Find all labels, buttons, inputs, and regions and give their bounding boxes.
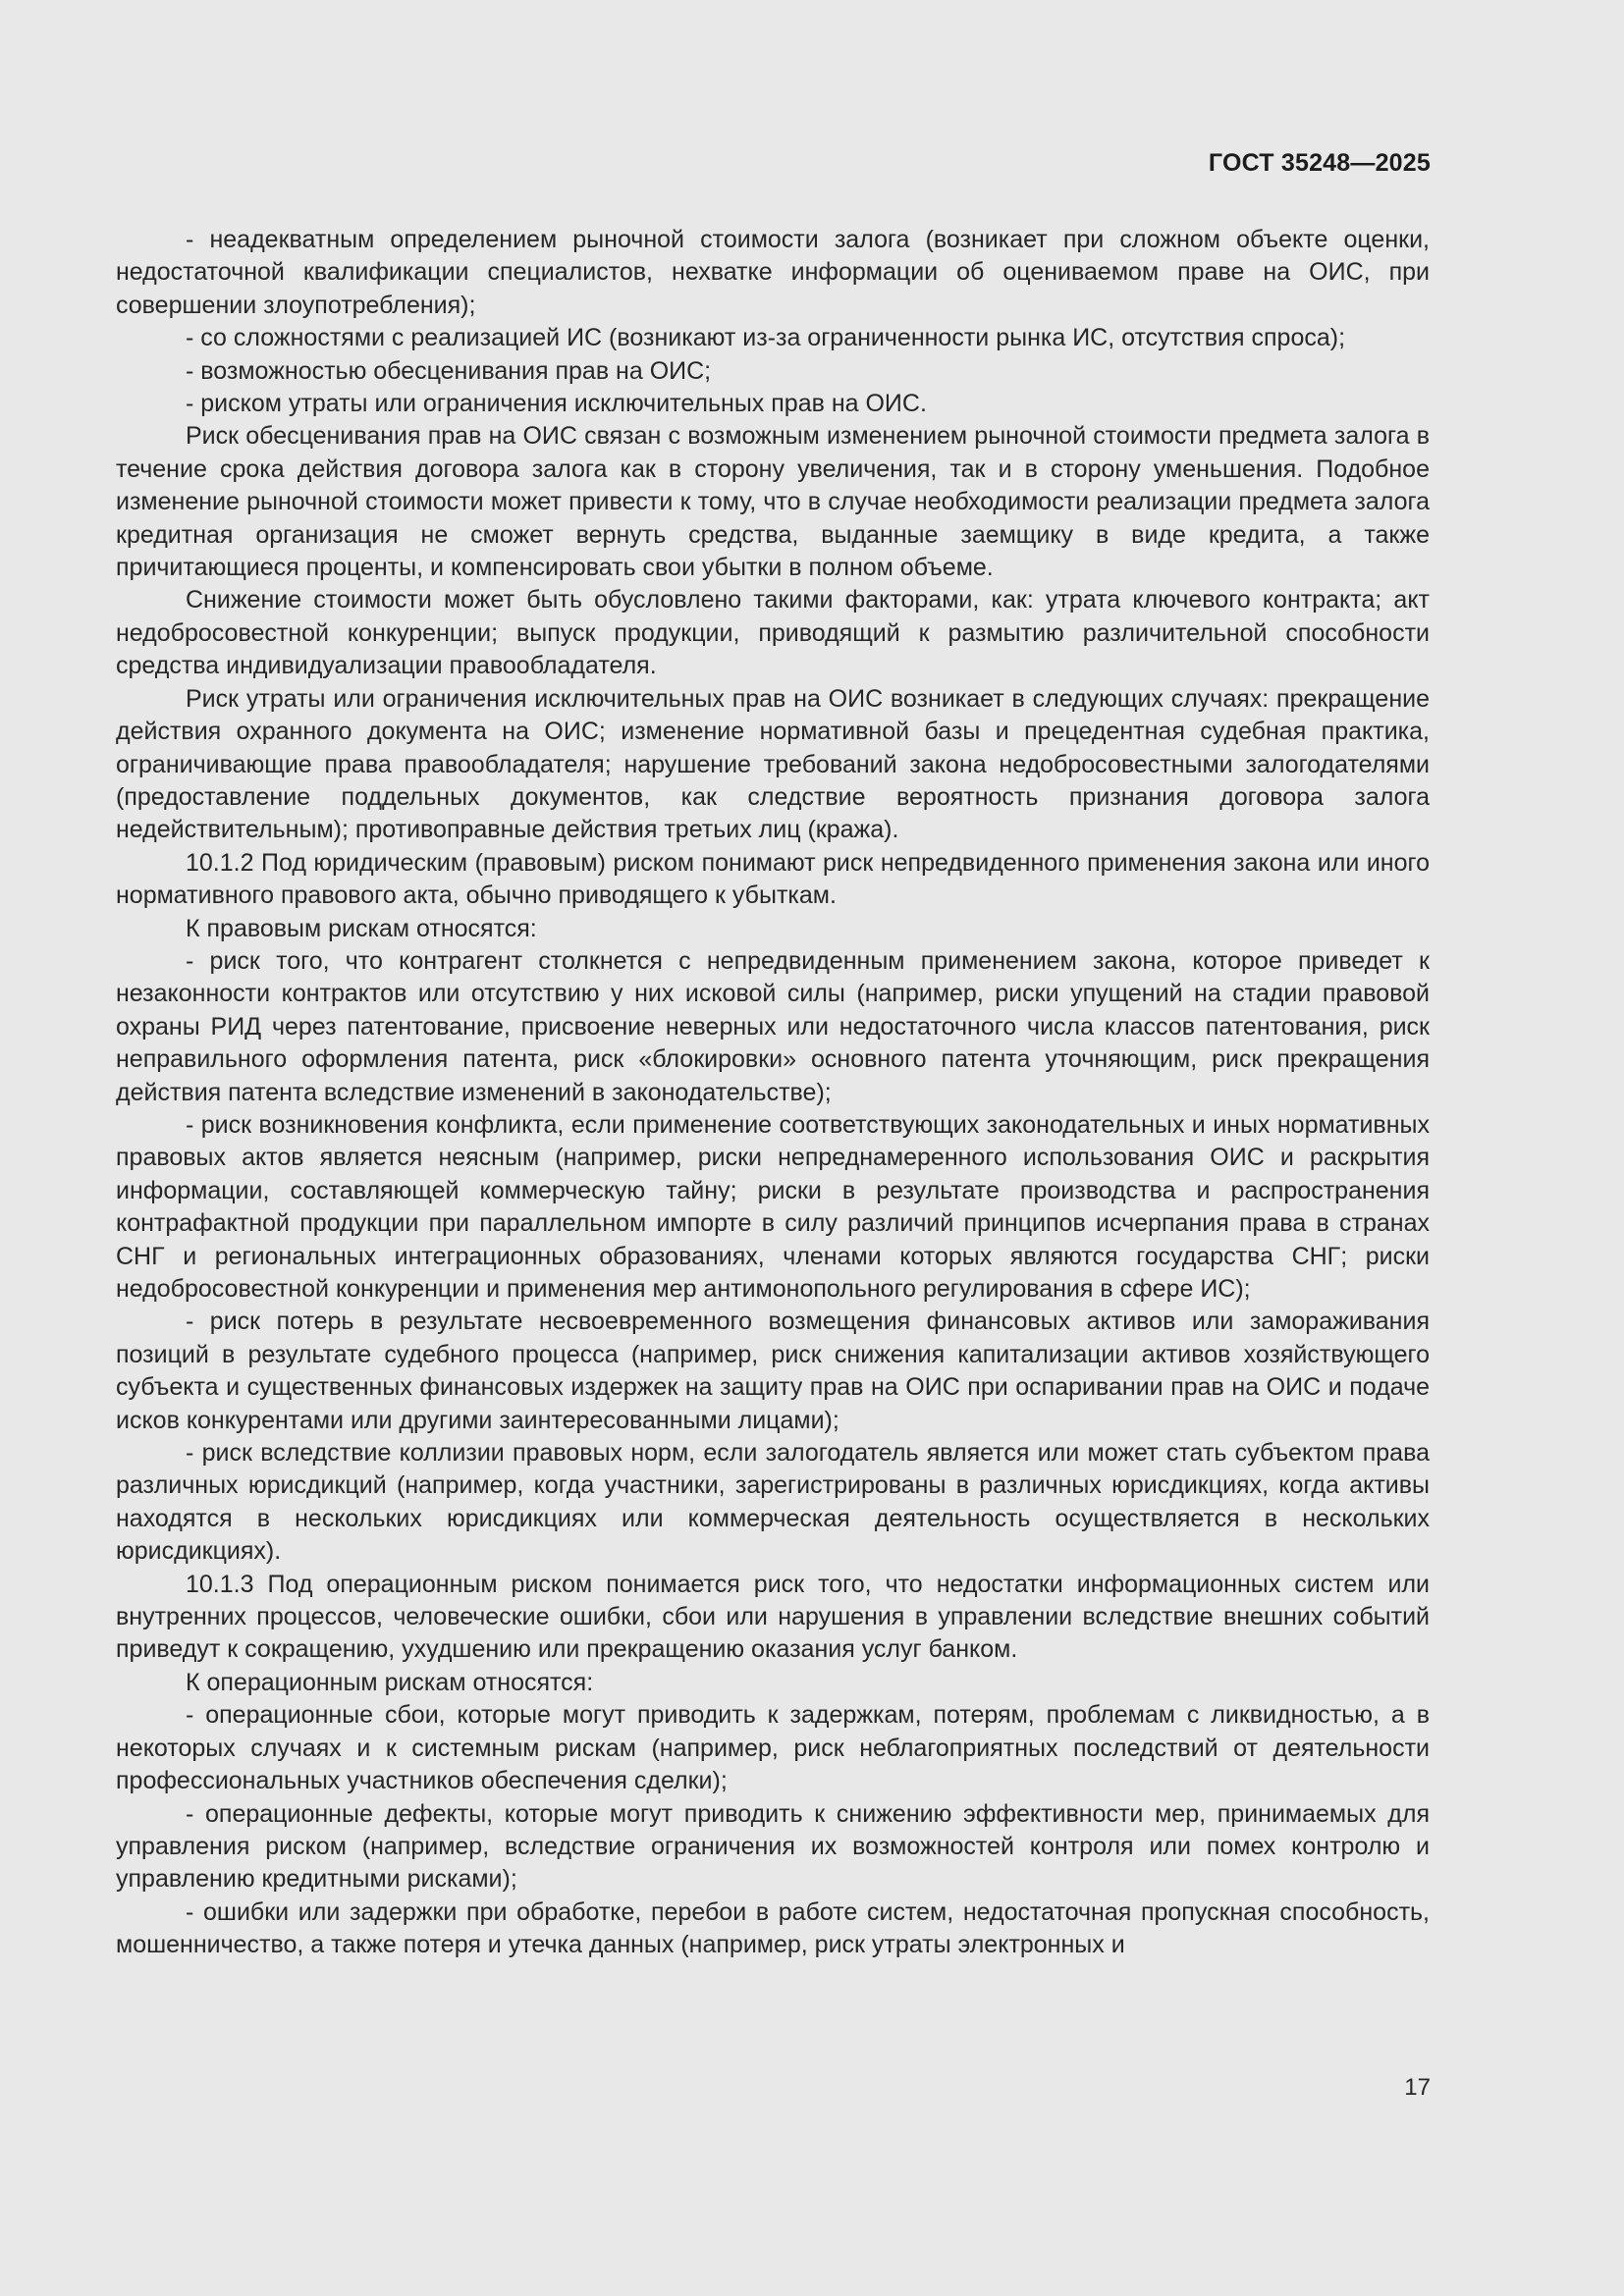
paragraph-10: - риск того, что контрагент столкнется с непредвиденным применением закона, которое приведет к незаконности контрактов или отсутствию у них исковой силы (например, риски упущений на стадии правовой охраны РИД через патентование, присвоение неверных или недостаточного числа классов патентования, риск неправильного оформления патента, риск «блокировки» основного патента уточняющим, риск прекращения действия патента вследствие изменений в законодательстве); xyxy=(116,946,1430,1106)
paragraph-12: - риск потерь в результате несвоевременного возмещения финансовых активов или замораживания позиций в результате судебного процесса (например, риск снижения капитализации активов хозяйствующего субъекта и существенных финансовых издержек на защиту прав на ОИС при оспаривании прав на ОИС и подаче исков конкурентами или другими заинтересованными лицами); xyxy=(116,1308,1430,1434)
paragraph-11: - риск возникновения конфликта, если применение соответствующих законодательных и иных нормативных правовых актов является неясным (например, риски непреднамеренного использования ОИС и раскрытия информации, составляющей коммерческую тайну; риски в результате производства и распространения контрафактной продукции при параллельном импорте в силу различий принципов исчерпания права в странах СНГ и региональных интеграционных образованиях, членами которых являются государства СНГ; риски недобросовестной конкуренции и применения мер антимонопольного регулирования в сфере ИС); xyxy=(116,1110,1430,1303)
document-body xyxy=(116,224,1430,1962)
paragraph-3: - возможностью обесценивания прав на ОИС; xyxy=(186,356,712,385)
document-header-id: ГОСТ 35248—2025 xyxy=(1208,149,1431,177)
paragraph-1: - неадекватным определением рыночной стоимости залога (возникает при сложном объекте оценки, недостаточной квалификации специалистов, нехватке информации об оцениваемом праве на ОИС, при совершении злоупотребления); xyxy=(116,226,1430,319)
paragraph-9: К правовым рискам относятся: xyxy=(186,914,537,942)
paragraph-7: Риск утраты или ограничения исключительных прав на ОИС возникает в следующих случаях: прекращение действия охранного документа на ОИС; изменение нормативной базы и прецедентная судебная практика, ограничивающие права правообладателя; нарушение требований закона недобросовестными залогодателями (предоставление поддельных документов, как следствие вероятность признания договора залога недействительным); противоправные действия третьих лиц (кража). xyxy=(116,684,1430,844)
paragraph-5: Риск обесценивания прав на ОИС связан с возможным изменением рыночной стоимости предмета залога в течение срока действия договора залога как в сторону увеличения, так и в сторону уменьшения. Подобное изменение рыночной стоимости может привести к тому, что в случае необходимости реализации предмета залога кредитная организация не сможет вернуть средства, выданные заемщику в виде кредита, а также причитающиеся проценты, и компенсировать свои убытки в полном объеме. xyxy=(116,422,1430,582)
paragraph-14: 10.1.3 Под операционным риском понимается риск того, что недостатки информационных систем или внутренних процессов, человеческие ошибки, сбои или нарушения в управлении вследствие внешних событий приведут к сокращению, ухудшению или прекращению оказания услуг банком. xyxy=(116,1570,1430,1664)
paragraph-16: - операционные сбои, которые могут приводить к задержкам, потерям, проблемам с ликвидностью, а в некоторых случаях и к системным рискам (например, риск неблагоприятных последствий от деятельности профессиональных участников обеспечения сделки); xyxy=(116,1701,1430,1795)
paragraph-15: К операционным рискам относятся: xyxy=(186,1668,594,1696)
page-number: 17 xyxy=(1404,2074,1431,2101)
paragraph-8: 10.1.2 Под юридическим (правовым) риском понимают риск непредвиденного применения закона или иного нормативного правового акта, обычно приводящего к убыткам. xyxy=(116,848,1430,910)
paragraph-17: - операционные дефекты, которые могут приводить к снижению эффективности мер, принимаемых для управления риском (например, вследствие ограничения их возможностей контроля или помех контролю и управлению кредитными рисками); xyxy=(116,1799,1430,1894)
paragraph-18: - ошибки или задержки при обработке, перебои в работе систем, недостаточная пропускная способность, мошенничество, а также потеря и утечка данных (например, риск утраты электронных и xyxy=(116,1897,1430,1959)
paragraph-6: Снижение стоимости может быть обусловлено такими факторами, как: утрата ключевого контракта; акт недобросовестной конкуренции; выпуск продукции, приводящий к размытию различительной способности средства индивидуализации правообладателя. xyxy=(116,586,1430,680)
paragraph-2: - со сложностями с реализацией ИС (возникают из-за ограниченности рынка ИС, отсутствия спроса); xyxy=(186,324,1346,352)
paragraph-13: - риск вследствие коллизии правовых норм, если залогодатель является или может стать субъектом права различных юрисдикций (например, когда участники, зарегистрированы в различных юрисдикциях, когда активы находятся в нескольких юрисдикциях или коммерческая деятельность осуществляется в нескольких юрисдикциях). xyxy=(116,1439,1430,1566)
paragraph-4: - риском утраты или ограничения исключительных прав на ОИС. xyxy=(186,390,927,418)
